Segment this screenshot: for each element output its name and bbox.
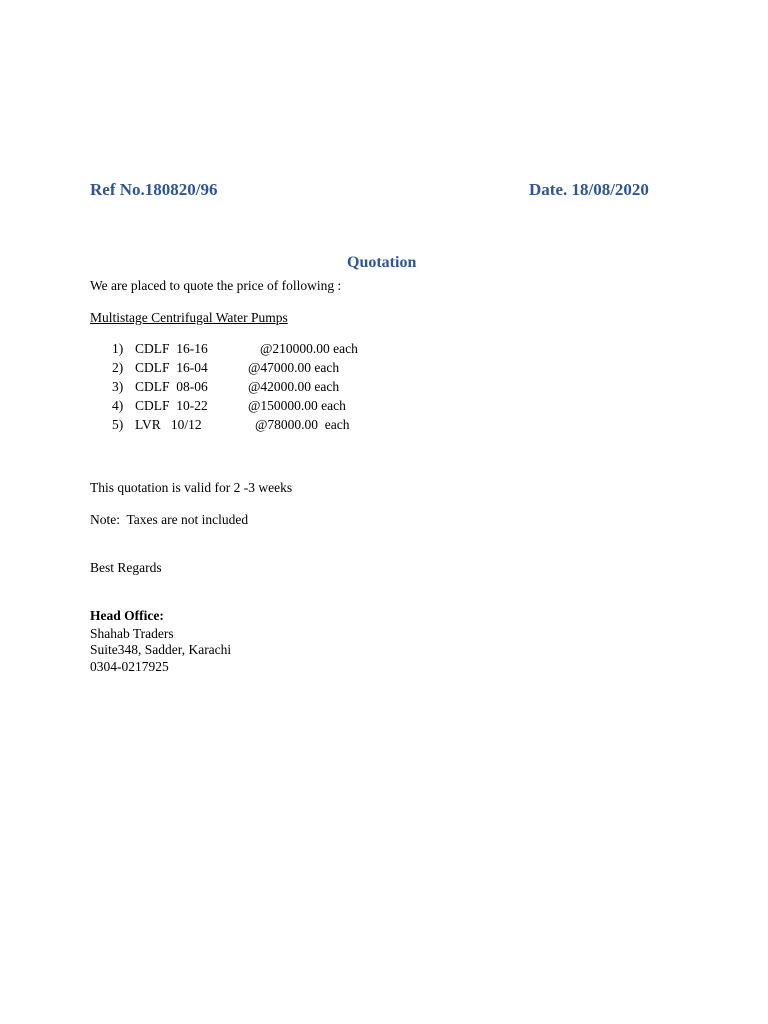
intro-text: We are placed to quote the price of following : bbox=[90, 278, 342, 293]
item-price: @210000.00 each bbox=[260, 341, 358, 356]
company-name: Shahab Traders bbox=[90, 626, 174, 641]
head-office-label: Head Office: bbox=[90, 608, 164, 623]
item-price: @150000.00 each bbox=[248, 398, 346, 413]
company-address: Suite348, Sadder, Karachi bbox=[90, 642, 232, 657]
item-number: 5) bbox=[112, 417, 124, 432]
item-model: CDLF 16-16 bbox=[135, 341, 208, 356]
company-phone: 0304-0217925 bbox=[90, 659, 169, 674]
item-number: 4) bbox=[112, 398, 124, 413]
document-title: Quotation bbox=[347, 254, 417, 271]
document-date: Date. 18/08/2020 bbox=[529, 180, 649, 199]
item-price: @42000.00 each bbox=[248, 379, 340, 394]
reference-number: Ref No.180820/96 bbox=[90, 180, 218, 199]
subject-line: Multistage Centrifugal Water Pumps bbox=[90, 310, 288, 325]
tax-note: Note: Taxes are not included bbox=[90, 512, 249, 527]
item-model: CDLF 08-06 bbox=[135, 379, 208, 394]
item-number: 1) bbox=[112, 341, 124, 356]
closing-regards: Best Regards bbox=[90, 560, 162, 575]
item-number: 3) bbox=[112, 379, 124, 394]
item-model: CDLF 16-04 bbox=[135, 360, 208, 375]
item-model: LVR 10/12 bbox=[135, 417, 202, 432]
item-number: 2) bbox=[112, 360, 124, 375]
validity-text: This quotation is valid for 2 -3 weeks bbox=[90, 480, 293, 495]
item-model: CDLF 10-22 bbox=[135, 398, 208, 413]
item-price: @47000.00 each bbox=[248, 360, 340, 375]
item-price: @78000.00 each bbox=[255, 417, 350, 432]
